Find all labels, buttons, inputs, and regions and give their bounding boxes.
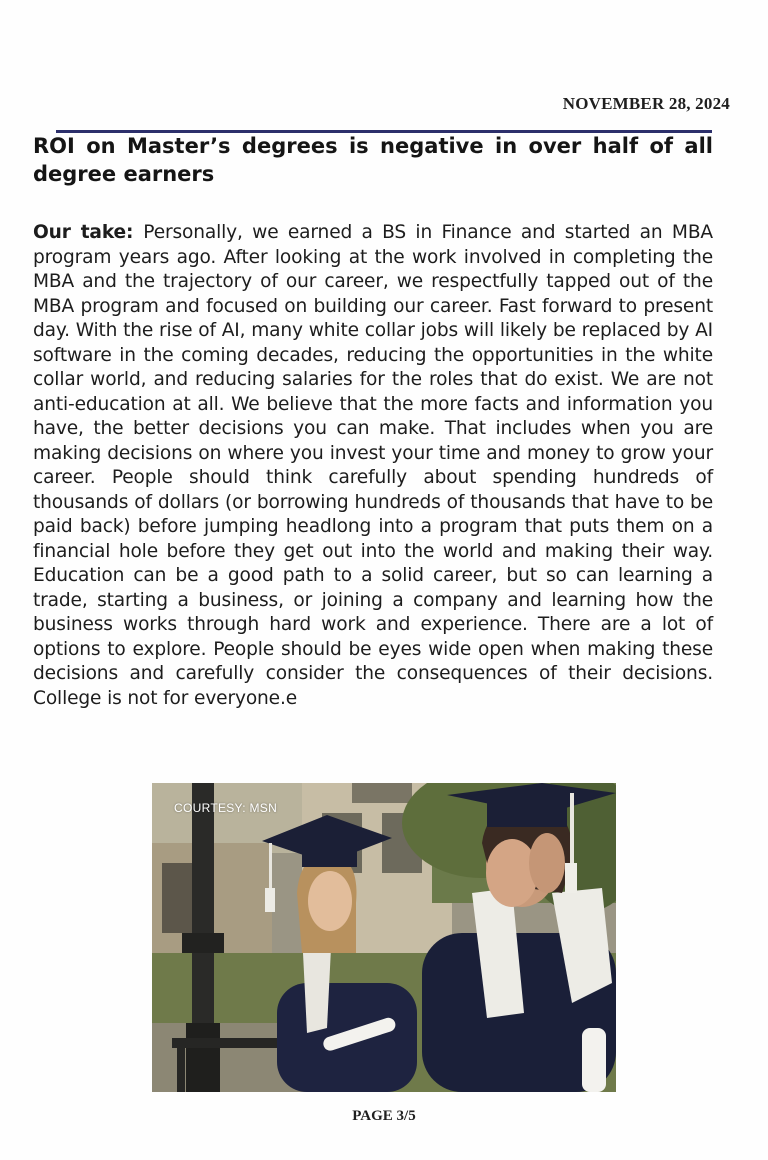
lead-label: Our take: <box>33 222 134 243</box>
article-body <box>33 221 713 711</box>
graduates-photo <box>152 783 616 1092</box>
article-body-text: Personally, we earned a BS in Finance and started an MBA program years ago. After looking at the work involved in completing the MBA and the trajectory of our career, we respectfully tapped out of the MBA program and focused on building our career. Fast forward to present day. With the rise of AI, many white collar jobs will likely be replaced by AI software in the coming decades, reducing the opportunities in the white collar world, and reducing salaries for the roles that do exist. We are not anti-education at all. We believe that the more facts and information you have, the better decisions you can make. That includes when you are making decisions on where you invest your time and money to grow your career. People should think carefully about spending hundreds of thousands of dollars (or borrowing hundreds of thousands that have to be paid back) before jumping headlong into a program that puts them on a financial hole before they get out into the world and making their way. Education can be a good path to a solid career, but so can learning a trade, starting a business, or joining a company and learning how the business works through hard work and experience. There are a lot of options to explore. People should be eyes wide open when making these decisions and carefully consider the consequences of their decisions. College is not for everyone.e <box>33 222 713 709</box>
page-number: PAGE 3/5 <box>352 1108 416 1124</box>
graduates-illustration <box>152 783 616 1092</box>
issue-date: NOVEMBER 28, 2024 <box>562 94 730 113</box>
article-headline: ROI on Master’s degrees is negative in over half of all degree earners <box>33 134 713 186</box>
photo-credit: COURTESY: MSN <box>174 801 278 815</box>
